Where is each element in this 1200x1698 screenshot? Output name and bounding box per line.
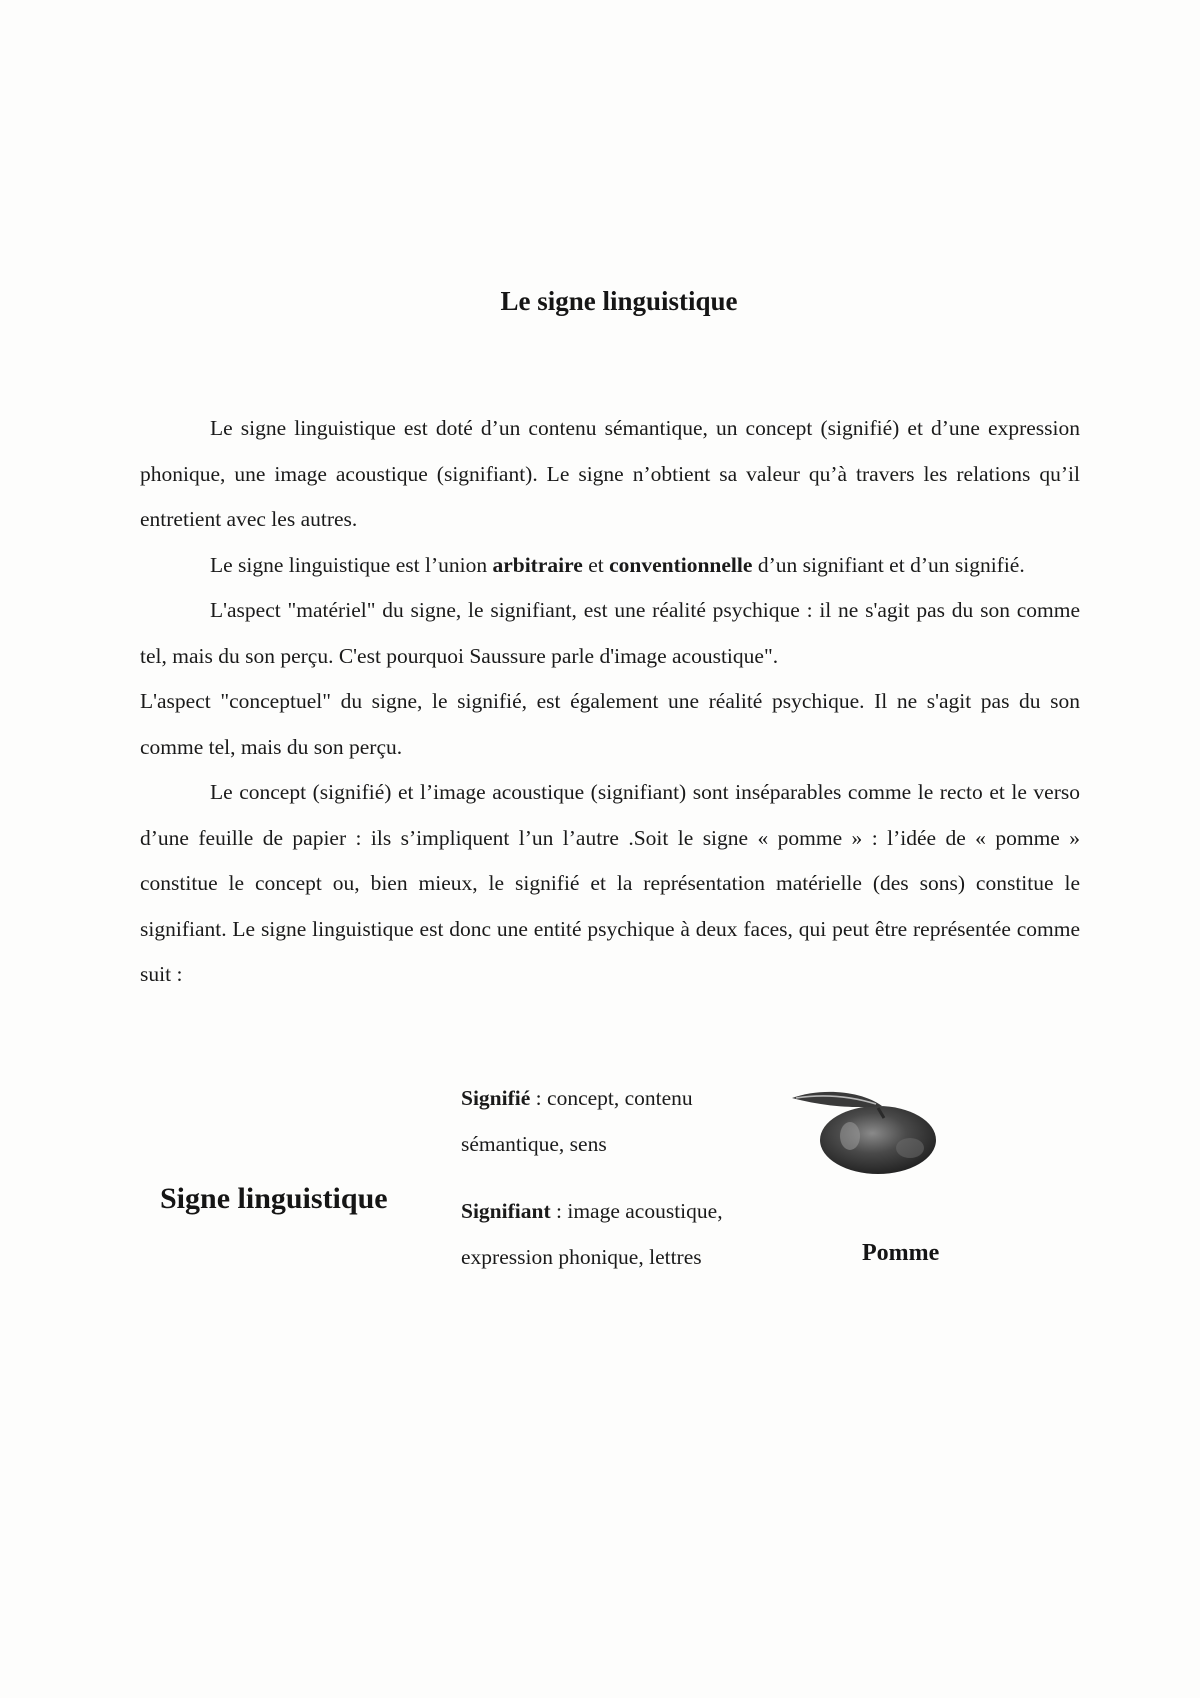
signifie-text: : concept, contenu sémantique, sens [461,1086,693,1156]
paragraph-text: d’un signifiant et d’un signifié. [752,552,1025,577]
page-title: Le signe linguistique [500,286,738,316]
signifiant-definition [461,1189,761,1280]
paragraph-text: L'aspect "matériel" du signe, le signifiant, est une réalité psychique : il ne s'agit pas du son comme tel, mais du son perçu. C'est pourquoi Saussure parle d'image acoustique". [140,598,1080,668]
paragraph [140,770,1080,998]
signifiant-term: Signifiant [461,1199,551,1223]
paragraph-text: et [582,552,610,577]
bold-term: arbitraire [492,552,583,577]
paragraph-text: L'aspect "conceptuel" du signe, le signifié, est également une réalité psychique. Il ne s'agit pas du son comme tel, mais du son perçu. [140,689,1080,759]
body-text [140,406,1080,998]
paragraph-text: Le concept (signifié) et l’image acoustique (signifiant) sont inséparables comme le recto et le verso d’une feuille de papier : ils s’impliquent l’un l’autre .Soit le signe « pomme » : l’idée de « pomme » constitue le concept ou, bien mieux, le signifié et la représentation matérielle (des sons) constitue le signifiant. Le signe linguistique est donc une entité psychique à deux faces, qui peut être représentée comme suit : [140,780,1080,986]
paragraph [140,406,1080,543]
apple-icon [790,1078,950,1178]
paragraph-text: Le signe linguistique est l’union [210,552,493,577]
bold-term: conventionnelle [609,552,753,577]
signifiant-text: : image acoustique, expression phonique, lettres [461,1199,723,1269]
diagram-label: Signe linguistique [160,1182,388,1215]
paragraph [140,543,1080,589]
signifie-definition [461,1076,761,1167]
signifie-term: Signifié [461,1086,531,1110]
paragraph [140,588,1080,679]
paragraph-text: Le signe linguistique est doté d’un contenu sémantique, un concept (signifié) et d’une expression phonique, une image acoustique (signifiant). Le signe n’obtient sa valeur qu’à travers les relations qu’il entretient avec les autres. [140,416,1080,531]
paragraph [140,679,1080,770]
apple-caption: Pomme [862,1240,940,1266]
